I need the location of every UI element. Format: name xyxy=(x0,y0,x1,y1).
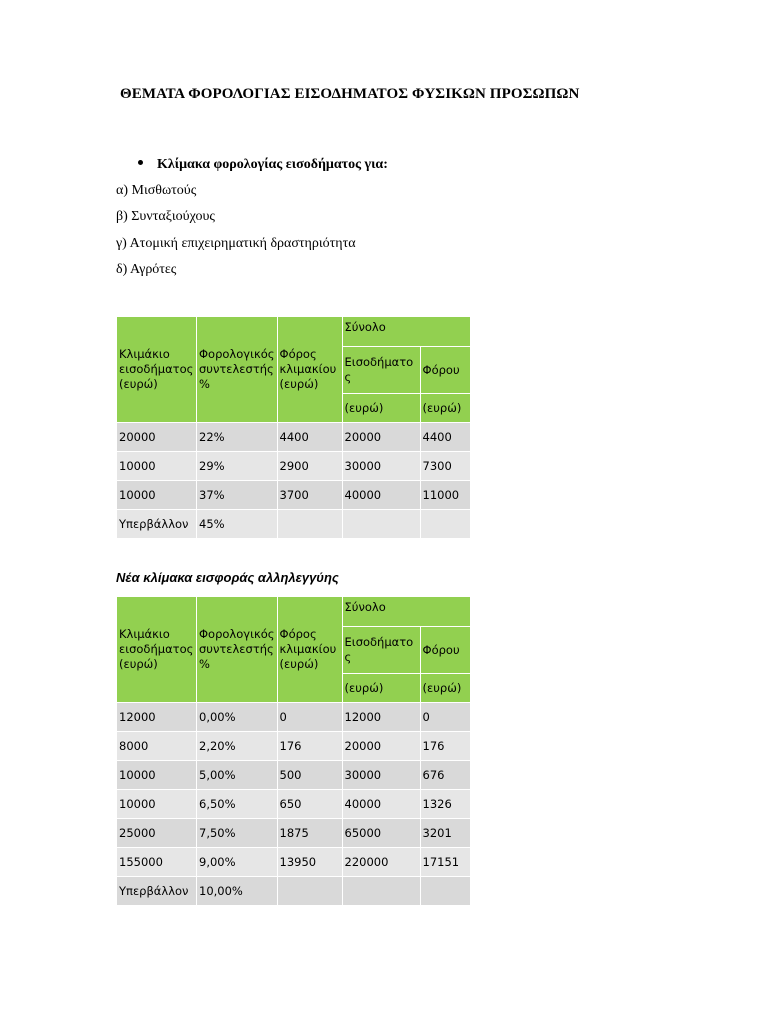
table-cell xyxy=(342,877,420,906)
header-rate: Φορολογικός συντελεστής % xyxy=(197,317,278,423)
header-bracket: Κλιμάκιο εισοδήματος (ευρώ) xyxy=(117,317,197,423)
table-cell: 29% xyxy=(197,452,278,481)
table-row xyxy=(117,732,471,761)
table-row xyxy=(117,848,471,877)
section-title-solidarity: Νέα κλίμακα εισφοράς αλληλεγγύης xyxy=(116,570,339,585)
table-cell: 0 xyxy=(420,703,470,732)
header-income: Εισοδήματο ς xyxy=(342,347,420,394)
solidarity-scale-table xyxy=(116,596,471,906)
table-row xyxy=(117,423,471,452)
tax-scale-table xyxy=(116,316,471,539)
header-tax: Φόρου xyxy=(420,347,470,394)
table-cell: 20000 xyxy=(117,423,197,452)
table-cell: 2,20% xyxy=(197,732,278,761)
table-cell xyxy=(420,877,470,906)
table-cell: 10,00% xyxy=(197,877,278,906)
header-unit: (ευρώ) xyxy=(342,394,420,423)
table-cell: 40000 xyxy=(342,481,420,510)
header-total: Σύνολο xyxy=(342,597,470,627)
header-unit: (ευρώ) xyxy=(342,674,420,703)
document-title: ΘΕΜΑΤΑ ΦΟΡΟΛΟΓΙΑΣ ΕΙΣΟΔΗΜΑΤΟΣ ΦΥΣΙΚΩΝ ΠΡΟΣΩΠΩΝ xyxy=(120,86,580,102)
table-cell: 176 xyxy=(420,732,470,761)
table-cell: 9,00% xyxy=(197,848,278,877)
list-item-farmers: δ) Αγρότες xyxy=(116,262,177,277)
table-cell: 4400 xyxy=(420,423,470,452)
table-cell: 22% xyxy=(197,423,278,452)
table-cell: 10000 xyxy=(117,761,197,790)
table-cell xyxy=(277,510,342,539)
table-cell: 4400 xyxy=(277,423,342,452)
table-cell: 12000 xyxy=(342,703,420,732)
header-bracket-tax: Φόρος κλιμακίου (ευρώ) xyxy=(277,317,342,423)
table-cell: 176 xyxy=(277,732,342,761)
table-cell: 20000 xyxy=(342,423,420,452)
header-rate: Φορολογικός συντελεστής % xyxy=(197,597,278,703)
table-row xyxy=(117,452,471,481)
table-cell: 8000 xyxy=(117,732,197,761)
table-cell: 20000 xyxy=(342,732,420,761)
table-row xyxy=(117,819,471,848)
header-total: Σύνολο xyxy=(342,317,470,347)
table-row xyxy=(117,703,471,732)
table-cell: 6,50% xyxy=(197,790,278,819)
table-cell: 25000 xyxy=(117,819,197,848)
table-row xyxy=(117,510,471,539)
list-item-pensioners: β) Συνταξιούχους xyxy=(116,209,215,224)
table-cell: 12000 xyxy=(117,703,197,732)
table-cell: 13950 xyxy=(277,848,342,877)
header-tax: Φόρου xyxy=(420,627,470,674)
table-row xyxy=(117,790,471,819)
table-cell: 3700 xyxy=(277,481,342,510)
table-cell: 7300 xyxy=(420,452,470,481)
table-cell: 40000 xyxy=(342,790,420,819)
table-cell: 10000 xyxy=(117,481,197,510)
table-cell xyxy=(420,510,470,539)
table-cell: 11000 xyxy=(420,481,470,510)
header-unit: (ευρώ) xyxy=(420,674,470,703)
table-cell: 500 xyxy=(277,761,342,790)
bullet-icon xyxy=(138,160,143,165)
table-cell: 220000 xyxy=(342,848,420,877)
table-cell: 3201 xyxy=(420,819,470,848)
table-cell: 650 xyxy=(277,790,342,819)
table-row xyxy=(117,761,471,790)
table-row xyxy=(117,877,471,906)
table-cell: Υπερβάλλον xyxy=(117,510,197,539)
table-cell: 30000 xyxy=(342,761,420,790)
header-bracket-tax: Φόρος κλιμακίου (ευρώ) xyxy=(277,597,342,703)
table-cell: 17151 xyxy=(420,848,470,877)
table-cell: 30000 xyxy=(342,452,420,481)
table-cell: 1875 xyxy=(277,819,342,848)
table-cell: 10000 xyxy=(117,452,197,481)
list-item-business: γ) Ατομική επιχειρηματική δραστηριότητα xyxy=(116,236,356,251)
header-income: Εισοδήματο ς xyxy=(342,627,420,674)
table-cell: 1326 xyxy=(420,790,470,819)
list-item-employees: α) Μισθωτούς xyxy=(116,183,197,198)
table-cell xyxy=(277,877,342,906)
table-cell xyxy=(342,510,420,539)
table-cell: 45% xyxy=(197,510,278,539)
bullet-text: Κλίμακα φορολογίας εισοδήματος για: xyxy=(157,157,388,172)
table-cell: 7,50% xyxy=(197,819,278,848)
table-cell: 155000 xyxy=(117,848,197,877)
bullet-heading xyxy=(138,157,388,173)
table-cell: 2900 xyxy=(277,452,342,481)
table-cell: 65000 xyxy=(342,819,420,848)
table-cell: 0 xyxy=(277,703,342,732)
table-cell: 37% xyxy=(197,481,278,510)
table-cell: 5,00% xyxy=(197,761,278,790)
table-cell: 676 xyxy=(420,761,470,790)
table-cell: 0,00% xyxy=(197,703,278,732)
table-cell: Υπερβάλλον xyxy=(117,877,197,906)
table-cell: 10000 xyxy=(117,790,197,819)
header-unit: (ευρώ) xyxy=(420,394,470,423)
table-row xyxy=(117,481,471,510)
header-bracket: Κλιμάκιο εισοδήματος (ευρώ) xyxy=(117,597,197,703)
